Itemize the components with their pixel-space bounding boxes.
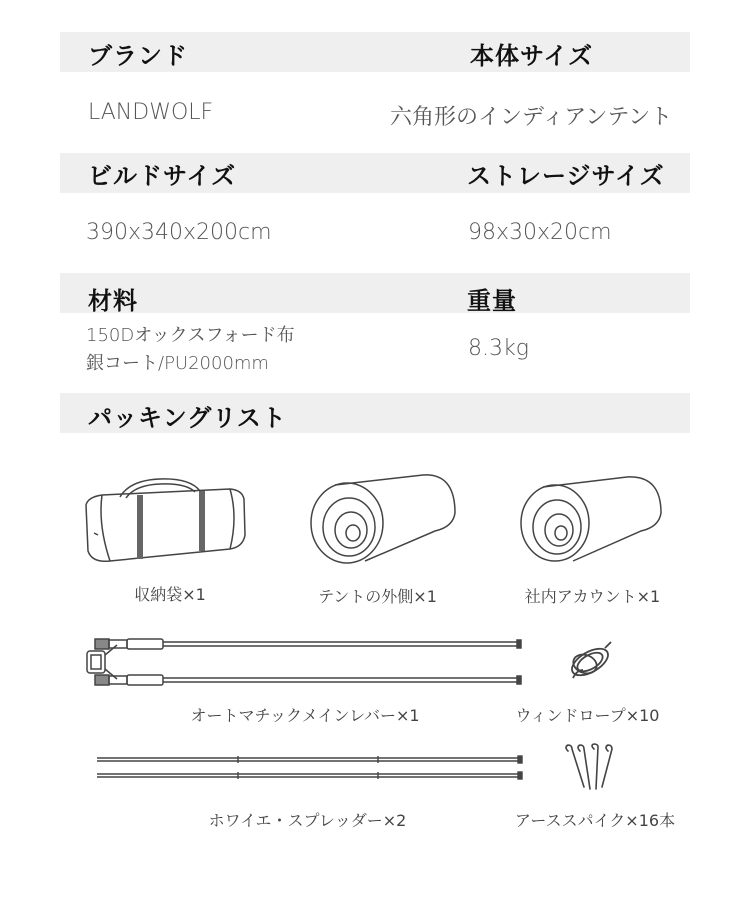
spreader-caption: ホワイエ・スプレッダー×2 [208, 811, 407, 830]
rope-caption: ウィンドロープ×10 [515, 706, 660, 725]
main-pole-icon [85, 635, 525, 690]
storage-bag-icon [80, 475, 250, 570]
rope-coil-icon [565, 640, 615, 686]
inner-tent-caption: 社内アカウント×1 [524, 587, 661, 606]
tent-outer-caption: テントの外側×1 [318, 587, 437, 606]
packing-list-title: パッキングリスト [88, 404, 287, 432]
weight-value: 8.3kg [468, 336, 529, 361]
weight-label: 重量 [467, 287, 517, 315]
body-size-value: 六角形のインディアンテント [390, 105, 673, 130]
spreader-poles-icon [95, 752, 525, 782]
material-value-line2: 銀コート/PU2000mm [86, 353, 269, 374]
brand-label: ブランド [88, 42, 188, 70]
ground-stakes-icon [562, 743, 620, 793]
storage-bag-caption: 収納袋×1 [134, 585, 206, 604]
storage-size-value: 98x30x20cm [468, 220, 612, 245]
spec-row-band-3 [60, 273, 690, 313]
rolled-tent-outer-icon [305, 473, 460, 568]
material-value-line1: 150Dオックスフォード布 [86, 325, 295, 346]
build-size-value: 390x340x200cm [86, 220, 272, 245]
brand-value: LANDWOLF [88, 100, 214, 125]
body-size-label: 本体サイズ [470, 42, 594, 70]
main-pole-caption: オートマチックメインレバー×1 [190, 706, 420, 725]
stakes-caption: アーススパイク×16本 [514, 811, 676, 830]
rolled-inner-tent-icon [515, 475, 665, 567]
material-label: 材料 [88, 287, 138, 315]
build-size-label: ビルドサイズ [88, 162, 237, 190]
storage-size-label: ストレージサイズ [467, 162, 665, 190]
